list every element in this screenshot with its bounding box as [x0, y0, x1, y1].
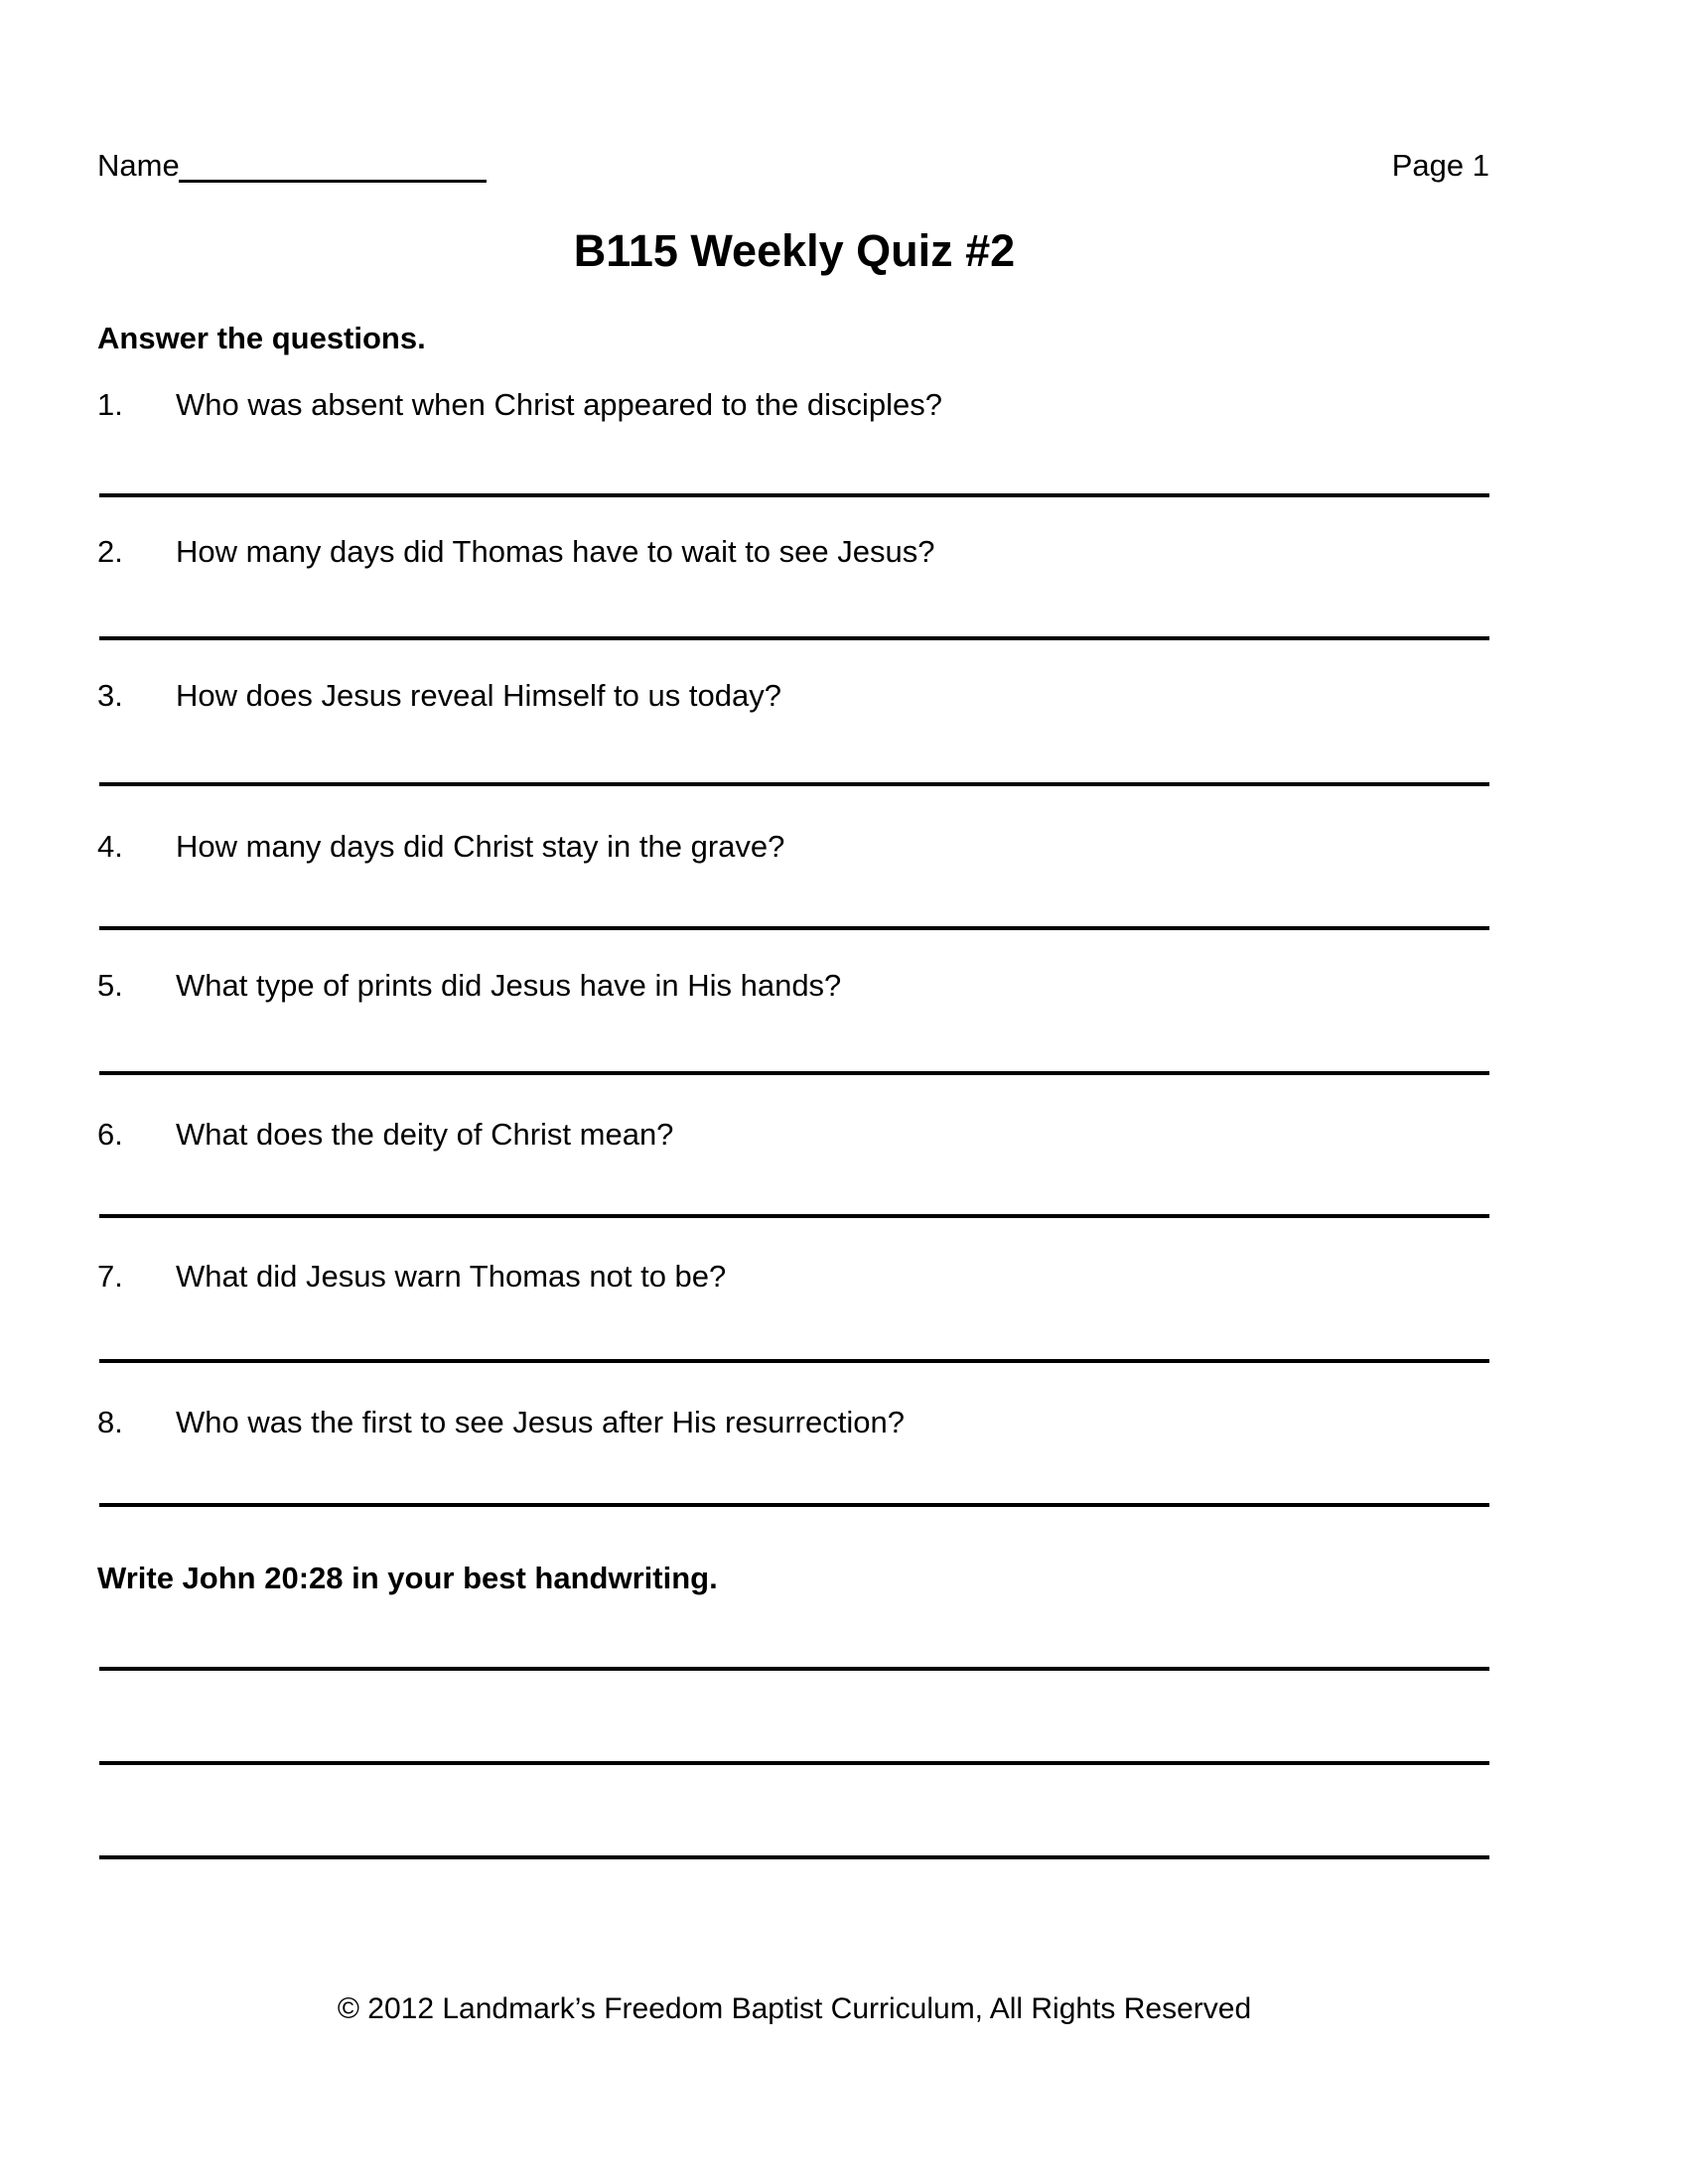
question-number: 1. — [97, 387, 123, 422]
answer-line-4 — [99, 926, 1489, 930]
quiz-title: B115 Weekly Quiz #2 — [573, 225, 1016, 276]
handwriting-line-3 — [99, 1855, 1489, 1859]
question-number: 3. — [97, 678, 123, 713]
question-text: How many days did Thomas have to wait to see Jesus? — [176, 534, 935, 569]
name-label: Name — [97, 148, 180, 183]
question-text: Who was the first to see Jesus after His resurrection? — [176, 1405, 905, 1439]
instructions-heading: Answer the questions. — [97, 321, 426, 355]
footer-copyright: © 2012 Landmark’s Freedom Baptist Curriculum, All Rights Reserved — [337, 1992, 1252, 2025]
question-item-8 — [97, 1404, 1487, 1440]
question-number: 6. — [97, 1117, 123, 1152]
question-item-7 — [97, 1258, 1487, 1295]
handwriting-line-1 — [99, 1667, 1489, 1671]
question-text: What type of prints did Jesus have in His hands? — [176, 968, 842, 1003]
answer-line-8 — [99, 1503, 1489, 1507]
answer-line-5 — [99, 1071, 1489, 1075]
question-text: Who was absent when Christ appeared to the disciples? — [176, 387, 942, 422]
question-text: How does Jesus reveal Himself to us today? — [176, 678, 781, 713]
question-number: 7. — [97, 1259, 123, 1294]
page-number: Page 1 — [1391, 148, 1489, 183]
answer-line-7 — [99, 1359, 1489, 1363]
question-text: How many days did Christ stay in the grave? — [176, 829, 785, 864]
question-number: 4. — [97, 829, 123, 864]
answer-line-2 — [99, 636, 1489, 640]
question-number: 5. — [97, 968, 123, 1003]
question-item-1 — [97, 386, 1487, 423]
handwriting-prompt: Write John 20:28 in your best handwriting. — [97, 1561, 718, 1595]
question-number: 8. — [97, 1405, 123, 1439]
answer-line-1 — [99, 493, 1489, 497]
answer-line-3 — [99, 782, 1489, 786]
question-number: 2. — [97, 534, 123, 569]
handwriting-line-2 — [99, 1761, 1489, 1765]
question-item-2 — [97, 533, 1487, 570]
answer-line-6 — [99, 1214, 1489, 1218]
question-item-3 — [97, 677, 1487, 714]
question-text: What does the deity of Christ mean? — [176, 1117, 674, 1152]
question-item-6 — [97, 1116, 1487, 1153]
name-blank-line — [179, 180, 487, 183]
question-item-4 — [97, 828, 1487, 865]
question-item-5 — [97, 967, 1487, 1004]
question-text: What did Jesus warn Thomas not to be? — [176, 1259, 727, 1294]
